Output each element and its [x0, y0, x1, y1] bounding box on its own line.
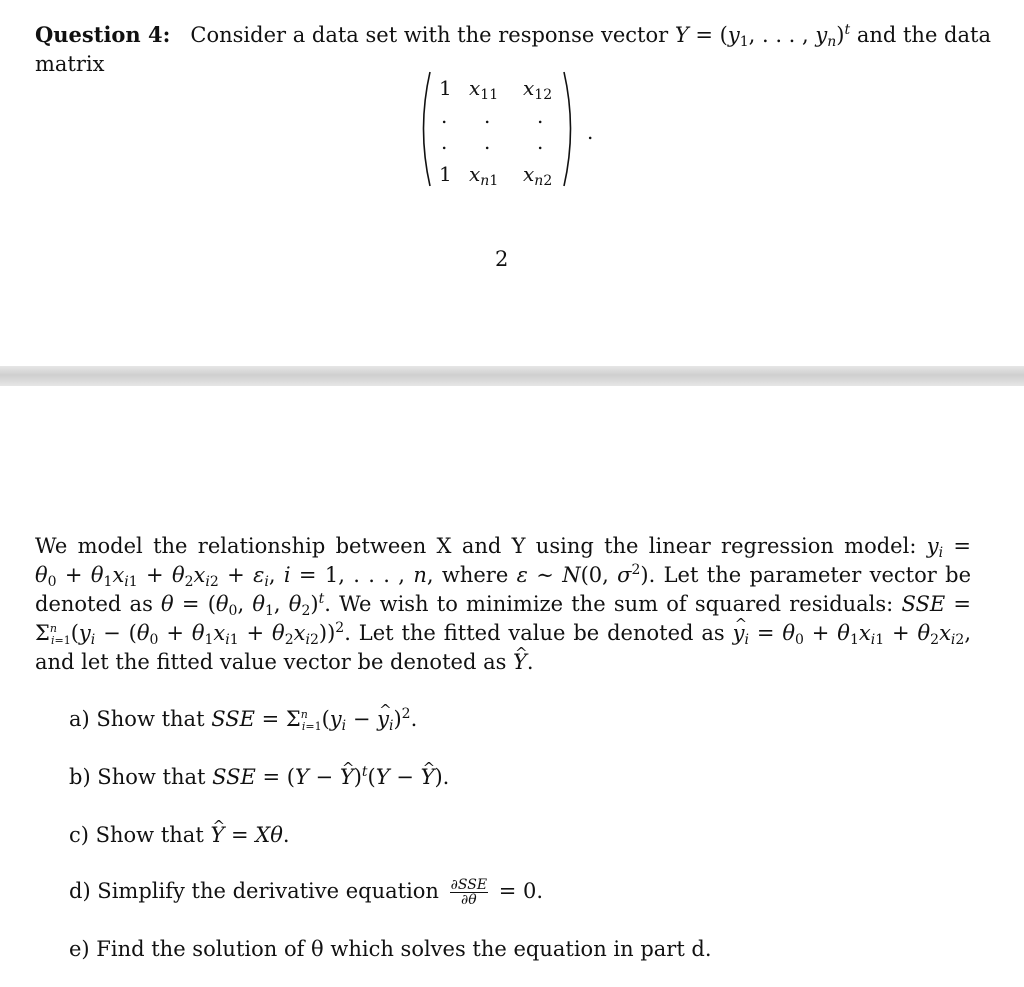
matrix-cell: $x_{n2}$ — [523, 162, 553, 189]
question-label: Question 4: — [35, 22, 171, 47]
paragraph-line: $\Sigma^n_{i=1}(y_i - (\theta_0 + \theta_1x_{i1} + \theta_2x_{i2}))^2$. Let the fitted value be denoted as ^ $y_i = \theta_0 + \theta_1x_{i1} + \theta_2x_{i2}$, — [35, 619, 971, 648]
matrix-period: . — [587, 120, 594, 144]
page-number: 2 — [495, 247, 509, 271]
matrix-dot: . — [484, 130, 491, 154]
question-line-2: matrix — [35, 52, 105, 76]
matrix-cell: 1 — [439, 162, 452, 186]
matrix-cell: $x_{12}$ — [523, 76, 553, 103]
matrix-cell: $x_{n1}$ — [469, 162, 499, 189]
part-c: c) Show that ^ Y = Xθ. — [69, 821, 290, 850]
part-a: a) Show that SSE = $\Sigma^n_{i=1}(y_i$ − ^ $y_i)^2$. — [69, 705, 417, 734]
part-d: d) Simplify the derivative equation $\frac{\text{∂SSE}}{\partial\theta}$ = 0. — [69, 877, 544, 908]
data-matrix — [413, 70, 603, 188]
part-e: e) Find the solution of θ which solves the equation in part d. — [69, 937, 712, 961]
paragraph-line: We model the relationship between X and Y using the linear regression model: $y_i$ = — [35, 534, 971, 561]
derivative-fraction: $\frac{\text{∂SSE}}{\partial\theta}$ — [450, 877, 488, 908]
page-2-top — [0, 386, 1024, 987]
matrix-dot: . — [441, 104, 448, 128]
page-separator — [0, 366, 1024, 386]
question-line-1: Question 4: Consider a data set with the response vector $Y = (y_1$, . . . , $y_n)^t$ and the data — [35, 22, 991, 50]
matrix-cell: 1 — [439, 76, 452, 100]
left-paren — [413, 70, 433, 188]
matrix-dot: . — [441, 130, 448, 154]
paragraph-line: $\theta_0 + \theta_1x_{i1} + \theta_2x_{i2} + \varepsilon_i$, i = 1, . . . , n, where ε ∼ N(0, $\sigma^2$). Let the parameter vector be — [35, 562, 971, 590]
paragraph-line: and let the fitted value vector be denoted as ^ Y. — [35, 648, 971, 677]
right-paren — [561, 70, 581, 188]
matrix-dot: . — [537, 104, 544, 128]
matrix-dot: . — [537, 130, 544, 154]
page-1-bottom — [0, 0, 1024, 366]
matrix-dot: . — [484, 104, 491, 128]
part-b: b) Show that SSE = (Y − ^ Y)$^t$(Y − ^ Y). — [69, 763, 449, 792]
matrix-cell: $x_{11}$ — [469, 76, 499, 103]
paragraph-line: denoted as $\theta = (\theta_0$, $\theta_1$, $\theta_2)^t$. We wish to minimize the sum of squared residuals: SSE = — [35, 591, 971, 619]
